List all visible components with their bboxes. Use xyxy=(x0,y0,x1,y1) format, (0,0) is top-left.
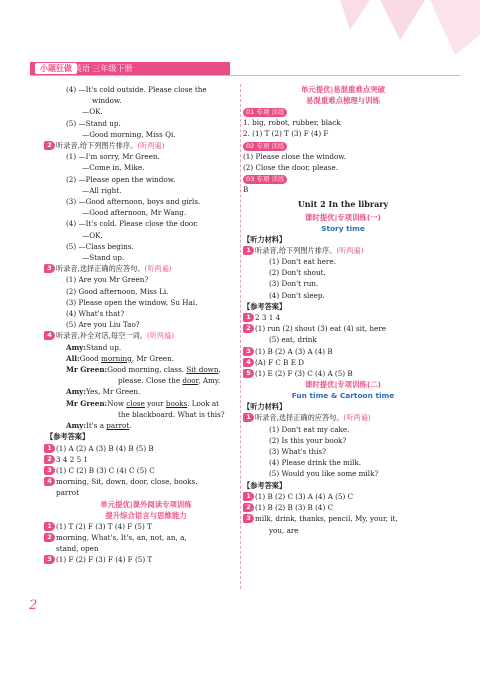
text-line: (1) Are you Mr Green? xyxy=(66,275,149,285)
unit-heading: Unit 2 In the library xyxy=(297,198,389,209)
question-2: 2 听录音,给下列图片排序。(听两遍) xyxy=(56,140,236,151)
text-line: (1) —I'm sorry, Mr Green. xyxy=(66,152,160,162)
answer-line: stand, open xyxy=(56,543,99,553)
right-column xyxy=(243,84,443,536)
text-line: B xyxy=(243,185,249,195)
question-1b: 1 听录音,选择正确的应答句。(听两遍) xyxy=(243,412,443,423)
section-title: 单元提优|课外阅读专项训练 xyxy=(100,499,192,509)
text-line: —OK. xyxy=(82,107,103,117)
text-line: (1) Don't eat here. xyxy=(269,257,336,267)
text-line: (2) Close the door, please. xyxy=(243,163,339,173)
header-rule xyxy=(30,75,460,76)
question-badge: 4 xyxy=(44,331,55,340)
text-line: (2) —Please open the window. xyxy=(66,174,176,184)
question-badge: 3 xyxy=(44,264,55,273)
answer-line: 4 morning, Sit, down, door, close, books, xyxy=(56,476,236,487)
answer-line: 2 3 4 2 5 1 xyxy=(56,454,236,465)
text-line: (2) Is this your book? xyxy=(269,435,347,445)
answer-line: 5 (1) E (2) F (3) C (4) A (5) B xyxy=(243,368,443,379)
text-line: 1. big, robot, rubber, black xyxy=(243,118,341,128)
answer-line: 3 (1) C (2) B (3) C (4) C (5) C xyxy=(56,465,236,476)
answer-line: (5) eat, drink xyxy=(269,335,317,345)
answer-line: parrot xyxy=(56,488,79,498)
answer-line: 1 2 3 1 4 xyxy=(243,312,443,323)
dialog-line: Mr Green:Now close your books. Look at xyxy=(66,398,220,408)
text-line: —Good afternoon, Mr Wang. xyxy=(82,208,187,218)
section-subtitle: 易混重难点梳理与训练 xyxy=(306,96,380,105)
answer-heading: 【参考答案】 xyxy=(46,432,90,442)
dialog-line: Mr Green:Good morning, class. Sit down, xyxy=(66,365,221,375)
text-line: —Good morning, Miss Qi. xyxy=(82,129,176,139)
corner-decoration xyxy=(330,0,480,60)
special-tag-01: 01 专项 训练 xyxy=(243,106,443,117)
text-line: —Stand up. xyxy=(82,253,125,263)
text-line: —All right. xyxy=(82,185,122,195)
section-title: 单元提优|易混重难点突破 xyxy=(301,85,385,94)
dialog-line: the blackboard. What is this? xyxy=(118,409,225,419)
text-line: (3) Don't run. xyxy=(269,279,319,289)
dialog-line: Amy:Yes, Mr Green. xyxy=(66,387,141,397)
column-divider xyxy=(240,84,241,589)
text-line: (3) Please open the window, Su Hai. xyxy=(66,297,198,307)
dialog-line: All:Good morning, Mr Green. xyxy=(66,353,174,363)
answer-line: 3 (1) B (2) A (3) A (4) B xyxy=(243,346,443,357)
dialog-line: please. Close the door, Amy. xyxy=(118,376,221,386)
text-line: (4) Please drink the milk. xyxy=(269,458,362,468)
answer-line: 1 (1) B (2) C (3) A (4) A (5) C xyxy=(243,491,443,502)
text-line: (3) What's this? xyxy=(269,447,326,457)
text-line: (5) —Class begins. xyxy=(66,241,134,251)
question-4: 4 听录音,补全对话,每空一词。(听两遍) xyxy=(56,330,236,341)
text-line: window. xyxy=(92,96,122,106)
special-tag-02: 02 专项 训练 xyxy=(243,140,443,151)
material-heading: 【听力材料】 xyxy=(243,234,287,244)
page-number: 2 xyxy=(29,598,38,613)
answer-line: 2 (1) run (2) shout (3) eat (4) sit, here xyxy=(243,323,443,334)
dialog-line: Amy:Stand up. xyxy=(66,342,122,352)
text-line: (4) —It's cold outside. Please close the xyxy=(66,85,207,94)
section-subtitle: Fun time & Cartoon time xyxy=(291,391,395,401)
answer-line: 1 (1) T (2) F (3) T (4) F (5) T xyxy=(56,521,236,532)
question-1: 1 听录音,给下列图片排序。(听两遍) xyxy=(243,245,443,256)
section-title: 课时提优|专项训练(二) xyxy=(305,380,381,390)
section-subtitle: 提升综合语言与思维能力 xyxy=(105,510,187,520)
text-line: (5) —Stand up. xyxy=(66,118,121,128)
section-subtitle: Story time xyxy=(321,223,365,233)
text-line: —OK. xyxy=(82,230,103,240)
answer-heading: 【参考答案】 xyxy=(243,301,287,311)
dialog-line: Amy:It's a parrot. xyxy=(66,421,132,431)
answer-line: 2 (1) B (2) B (3) B (4) C xyxy=(243,502,443,513)
question-3: 3 听录音,选择正确的应答句。(听两遍) xyxy=(56,263,236,274)
answer-heading: 【参考答案】 xyxy=(243,480,287,490)
section-title: 课时提优|专项训练(一) xyxy=(305,212,381,222)
text-line: (3) —Good afternoon, boys and girls. xyxy=(66,197,201,207)
text-line: (5) Would you like some milk? xyxy=(269,469,379,479)
text-line: (4) What's that? xyxy=(66,309,125,319)
text-line: (4) —It's cold. Please close the door. xyxy=(66,219,199,229)
answer-line: 3 (1) F (2) F (3) F (4) F (5) T xyxy=(56,554,236,565)
special-tag-03: 03 专项 训练 xyxy=(243,173,443,184)
text-line: (4) Don't sleep. xyxy=(269,290,325,300)
answer-line: 4 (A) F C B E D xyxy=(243,357,443,368)
text-line: —Come in, Mike. xyxy=(82,163,145,173)
text-line: (2) Don't shout. xyxy=(269,268,326,278)
answer-line: 3 milk, drink, thanks, pencil, My, your, it, xyxy=(243,513,443,524)
answer-line: 1 (1) A (2) A (3) B (4) B (5) B xyxy=(56,443,236,454)
left-column xyxy=(46,84,236,565)
text-line: (5) Are you Liu Tao? xyxy=(66,320,140,330)
question-badge: 2 xyxy=(44,141,55,150)
answer-line: you, are xyxy=(269,525,299,535)
text-line: (1) Please close the window. xyxy=(243,151,346,161)
text-line: (2) Good afternoon, Miss Li. xyxy=(66,286,169,296)
text-line: (1) Don't eat my cake. xyxy=(269,424,350,434)
material-heading: 【听力材料】 xyxy=(243,402,287,412)
text-line: 2. (1) T (2) T (3) F (4) F xyxy=(243,129,329,139)
page-header-title: 英语 三年级下册 xyxy=(74,64,133,73)
series-badge: 小题狂做 xyxy=(34,62,78,75)
answer-line: 2 morning, What's, It's, an, not, an, a, xyxy=(56,532,236,543)
